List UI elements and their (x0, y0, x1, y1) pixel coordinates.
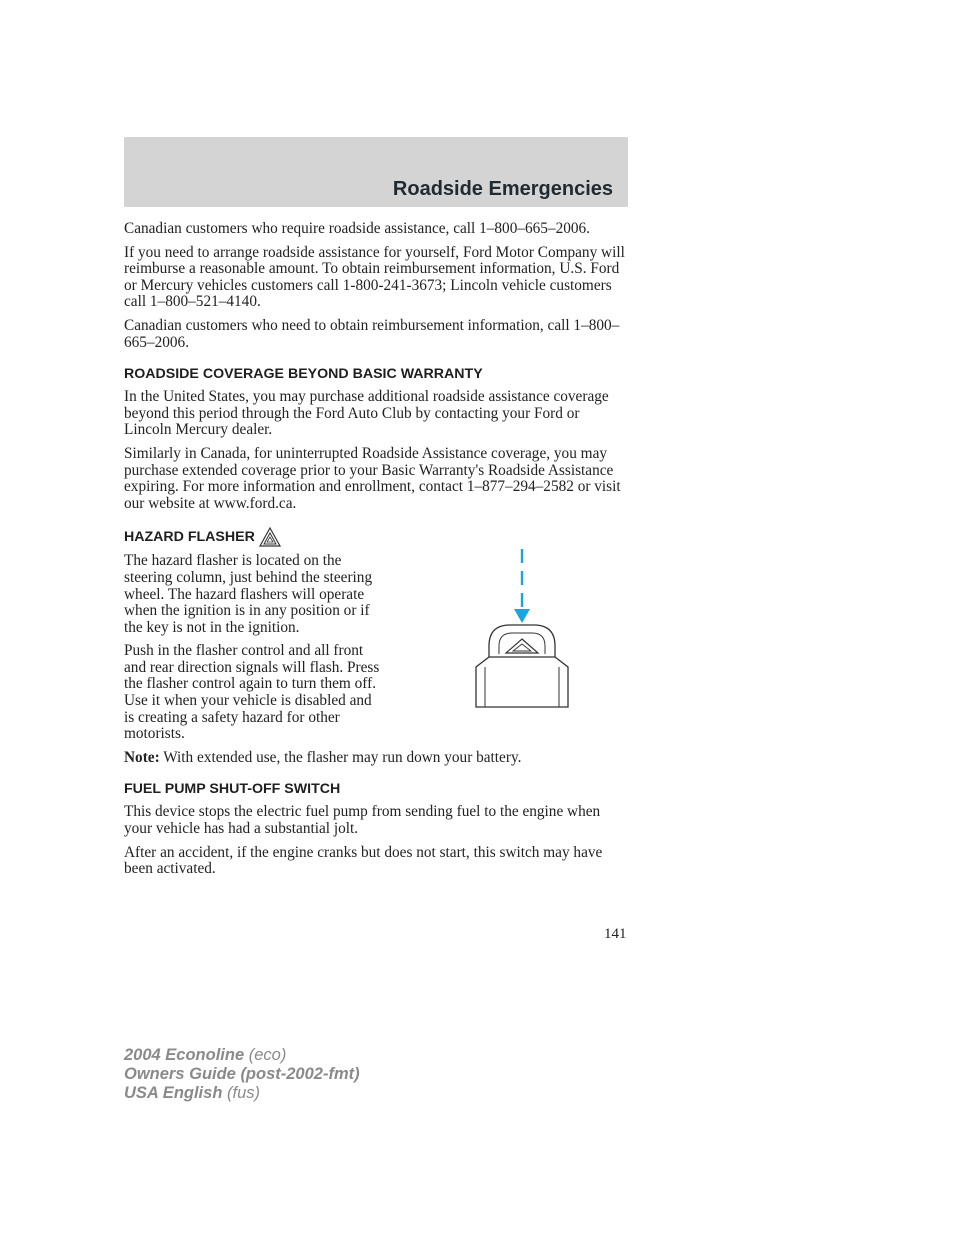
hazard-note (124, 750, 630, 767)
hazard-flasher-illustration (384, 553, 630, 750)
note-text: With extended use, the flasher may run down your battery. (159, 748, 522, 766)
hazard-paragraph-2: Push in the flasher control and all front and rear direction signals will flash. Press the flasher control again to turn them off. Use it when your vehicle is disabled and is creating a safety hazard for other motorists. (124, 642, 380, 743)
note-label: Note: (124, 748, 160, 766)
footer-line-2: Owners Guide (post-2002-fmt) (124, 1065, 360, 1083)
hazard-heading (124, 527, 630, 547)
fuel-pump-paragraph-2: After an accident, if the engine cranks but does not start, this switch may have been activated. (124, 843, 603, 878)
hazard-switch-button (476, 625, 568, 707)
fuel-pump-heading: FUEL PUMP SHUT-OFF SWITCH (124, 781, 341, 798)
footer-line-1: 2004 Econoline (eco) (124, 1046, 287, 1064)
page-number: 141 (604, 926, 627, 942)
coverage-heading: ROADSIDE COVERAGE BEYOND BASIC WARRANTY (124, 366, 483, 383)
coverage-paragraph-2: Similarly in Canada, for uninterrupted Roadside Assistance coverage, you may purchase extended coverage prior to your Basic Warranty's Roadside Assistance expiring. For more information and enrollment, contact 1–877–294–2582 or visit our website at www.ford.ca. (124, 444, 621, 512)
footer-line-3: USA English (fus) (124, 1084, 260, 1102)
section-title: Roadside Emergencies (392, 178, 613, 200)
intro-paragraph-1: Canadian customers who require roadside assistance, call 1–800–665–2006. (124, 220, 591, 237)
hazard-paragraph-1: The hazard flasher is located on the steering column, just behind the steering wheel. The hazard flashers will operate when the ignition is in any position or if the key is not in the ignition. (124, 552, 373, 636)
hazard-heading-text: HAZARD FLASHER (124, 528, 255, 545)
arrow-dashed-line (514, 549, 530, 623)
hazard-warning-icon (259, 527, 281, 547)
hazard-flasher-section (124, 553, 630, 750)
coverage-paragraph-1: In the United States, you may purchase additional roadside assistance coverage beyond this period through the Ford Auto Club by contacting your Ford or Lincoln Mercury dealer. (124, 388, 609, 439)
hazard-text-column (124, 553, 384, 750)
intro-paragraph-3: Canadian customers who need to obtain reimbursement information, call 1–800–665–2006. (124, 316, 620, 351)
section-header-band (124, 137, 628, 207)
hazard-switch-diagram (466, 547, 576, 717)
document-footer (124, 1046, 360, 1103)
intro-paragraph-2: If you need to arrange roadside assistance for yourself, Ford Motor Company will reimburse a reasonable amount. To obtain reimbursement information, U.S. Ford or Mercury vehicles customers call 1-800-241-3673; Lincoln vehicle customers call 1–800–521–4140. (124, 243, 625, 311)
fuel-pump-paragraph-1: This device stops the electric fuel pump from sending fuel to the engine when your vehicle has had a substantial jolt. (124, 803, 601, 838)
page-content (124, 221, 630, 885)
